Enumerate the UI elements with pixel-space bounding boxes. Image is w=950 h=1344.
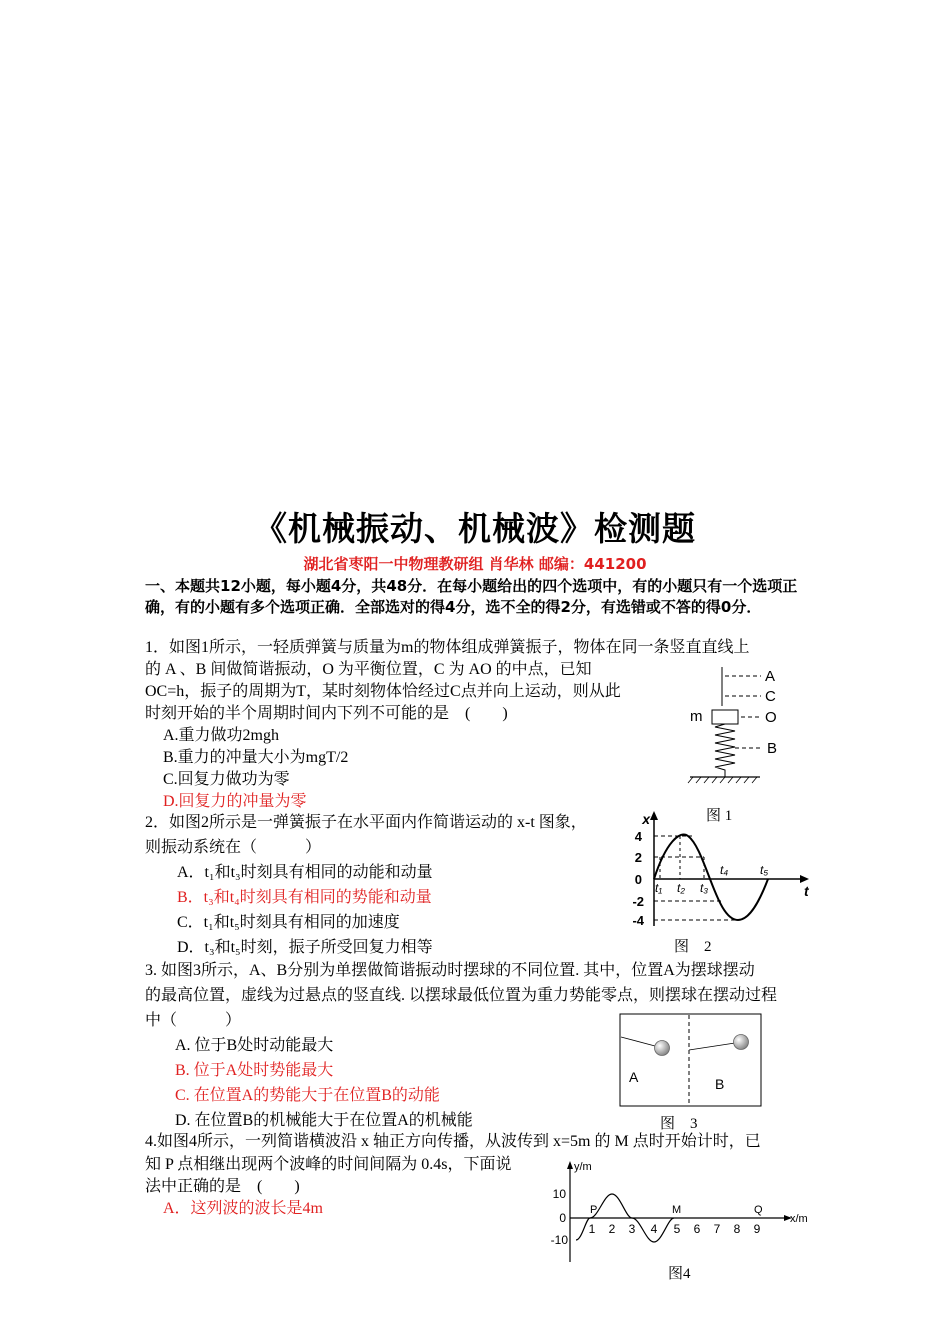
figure-1-spring-diagram xyxy=(685,662,795,792)
fig2-x-label: t xyxy=(804,883,809,899)
fig2-t4-label: t₄ xyxy=(720,863,729,877)
fig4-y-label: y/m xyxy=(574,1161,592,1173)
q2-line-1: 2．如图2所示是一弹簧振子在水平面内作简谐运动的 x-t 图象， xyxy=(145,814,587,831)
fig1-label-a: A xyxy=(765,668,776,685)
fig1-label-o: O xyxy=(765,709,777,726)
fig1-mass-block xyxy=(712,710,738,724)
fig4-y-tick-m10: -10 xyxy=(550,1233,568,1247)
q2-option-b: B．t₃和t₄时刻具有相同的势能和动量 xyxy=(177,889,432,906)
fig2-t1-label: t₁ xyxy=(655,881,663,895)
q1-line-2: 的 A 、B 间做简谐振动，O 为平衡位置，C 为 AO 的中点，已知 xyxy=(145,661,592,678)
fig4-point-p: P xyxy=(590,1204,598,1216)
fig3-label-a: A xyxy=(629,1069,639,1085)
figure-2-caption: 图 2 xyxy=(674,939,712,955)
fig4-point-q: Q xyxy=(754,1204,763,1216)
figure-4-wave-graph xyxy=(548,1158,816,1266)
fig2-t5-label: t₅ xyxy=(760,863,769,877)
q1-line-4: 时刻开始的半个周期时间内下列不可能的是 ( ) xyxy=(145,705,508,722)
fig1-label-c: C xyxy=(765,688,776,705)
fig4-x-tick-4: 4 xyxy=(650,1222,658,1236)
fig4-y-arrow xyxy=(567,1161,573,1169)
fig2-t3-label: t₃ xyxy=(700,881,709,895)
q3-line-3: 中（ ） xyxy=(145,1012,242,1029)
q1-option-d: D.回复力的冲量为零 xyxy=(163,793,307,810)
q2-option-a: A．t₁和t₃时刻具有相同的动能和动量 xyxy=(177,864,433,881)
fig2-y-label: x xyxy=(642,811,650,827)
fig4-x-tick-1: 1 xyxy=(588,1222,596,1236)
fig2-y-tick-m4: -4 xyxy=(632,913,644,928)
author-line: 湖北省枣阳一中物理教研组 肖华林 邮编：441200 xyxy=(303,555,647,573)
q2-line-2: 则振动系统在（ ） xyxy=(145,839,322,856)
q2-option-c: C．t₁和t₅时刻具有相同的加速度 xyxy=(177,914,400,931)
fig1-spring xyxy=(715,724,735,777)
fig4-x-tick-9: 9 xyxy=(753,1222,761,1236)
fig4-x-tick-5: 5 xyxy=(673,1222,681,1236)
q3-option-a: A. 位于B处时动能最大 xyxy=(175,1037,334,1054)
fig2-y-tick-0: 0 xyxy=(634,872,642,887)
fig3-frame xyxy=(620,1014,761,1106)
page-title: 《机械振动、机械波》检测题 xyxy=(254,509,696,548)
fig2-x-arrow xyxy=(800,875,809,883)
q2-option-d: D．t₃和t₅时刻，振子所受回复力相等 xyxy=(177,939,433,956)
fig2-y-tick-2: 2 xyxy=(634,850,642,865)
q1-line-1: 1．如图1所示，一轻质弹簧与质量为m的物体组成弹簧振子，物体在同一条竖直直线上 xyxy=(145,639,750,656)
fig3-ball-a xyxy=(655,1041,670,1056)
figure-1-caption: 图 1 xyxy=(706,808,733,824)
figure-3-pendulum xyxy=(619,1013,762,1107)
figure-2-xt-graph xyxy=(622,808,817,933)
q1-option-a: A.重力做功2mgh xyxy=(163,727,280,744)
fig4-x-tick-8: 8 xyxy=(733,1222,741,1236)
q3-line-1: 3. 如图3所示，A、B分别为单摆做简谐振动时摆球的不同位置. 其中，位置A为摆球摆动 xyxy=(145,962,755,979)
fig4-x-tick-6: 6 xyxy=(693,1222,701,1236)
q1-option-c: C.回复力做功为零 xyxy=(163,771,290,788)
q3-option-b: B. 位于A处时势能最大 xyxy=(175,1062,334,1079)
q1-option-b: B.重力的冲量大小为mgT/2 xyxy=(163,749,349,766)
figure-4-caption: 图4 xyxy=(668,1266,691,1282)
fig4-x-tick-3: 3 xyxy=(628,1222,636,1236)
fig2-y-tick-m2: -2 xyxy=(632,894,644,909)
q4-line-2: 知 P 点相继出现两个波峰的时间间隔为 0.4s，下面说 xyxy=(145,1156,512,1173)
fig4-y-tick-0: 0 xyxy=(559,1211,566,1225)
fig2-curve xyxy=(654,835,768,920)
fig4-x-tick-7: 7 xyxy=(713,1222,721,1236)
q4-line-1: 4.如图4所示，一列简谐横波沿 x 轴正方向传播，从波传到 x=5m 的 M 点时开始计时，已 xyxy=(145,1133,761,1150)
fig1-ground-hatch xyxy=(688,777,757,783)
fig2-t2-label: t₂ xyxy=(677,881,685,895)
q3-line-2: 的最高位置，虚线为过悬点的竖直线. 以摆球最低位置为重力势能零点，则摆球在摆动过程 xyxy=(145,987,778,1004)
fig4-y-tick-10: 10 xyxy=(552,1187,566,1201)
figure-3-caption: 图 3 xyxy=(660,1116,698,1132)
q3-option-d: D. 在位置B的机械能大于在位置A的机械能 xyxy=(175,1112,473,1129)
q1-line-3: OC=h，振子的周期为T，某时刻物体恰经过C点并向上运动，则从此 xyxy=(145,683,621,700)
fig3-ball-b xyxy=(734,1035,749,1050)
fig1-label-m: m xyxy=(690,708,703,725)
fig2-y-arrow xyxy=(650,811,658,820)
q3-option-c: C. 在位置A的势能大于在位置B的动能 xyxy=(175,1087,440,1104)
q4-line-3: 法中正确的是 ( ) xyxy=(145,1178,300,1195)
fig4-x-label: x/m xyxy=(790,1213,808,1225)
fig2-y-tick-4: 4 xyxy=(634,829,642,844)
fig1-label-b: B xyxy=(767,740,778,757)
q4-option-a: A．这列波的波长是4m xyxy=(163,1200,324,1217)
fig4-point-m: M xyxy=(672,1204,682,1216)
fig4-x-tick-2: 2 xyxy=(608,1222,616,1236)
section-header: 一、本题共12小题，每小题4分，共48分．在每小题给出的四个选项中，有的小题只有一个选项正确，有的小题有多个选项正确．全部选对的得4分，选不全的得2分，有选错或不答的得0分． xyxy=(145,577,798,616)
fig3-label-b: B xyxy=(715,1076,725,1092)
